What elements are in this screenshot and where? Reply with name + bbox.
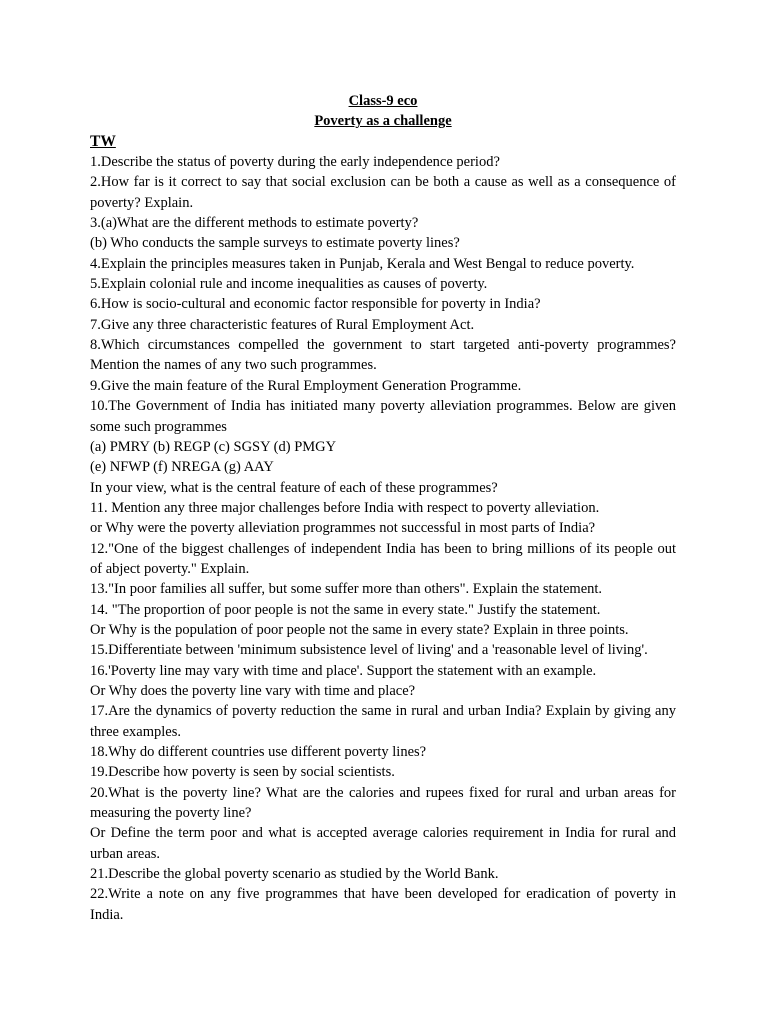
question-line: In your view, what is the central feature of each of these programmes? xyxy=(90,479,498,496)
question-line: 16.'Poverty line may vary with time and place'. Support the statement with an example. xyxy=(90,662,597,679)
question-line: 15.Differentiate between 'minimum subsistence level of living' and a 'reasonable level of living'. xyxy=(90,642,648,659)
question-line: 21.Describe the global poverty scenario as studied by the World Bank. xyxy=(90,866,499,883)
question-line: 17.Are the dynamics of poverty reduction the same in rural and urban India? Explain by giving any three examples. xyxy=(90,703,676,740)
question-line: or Why were the poverty alleviation programmes not successful in most parts of India? xyxy=(90,520,596,537)
question-line: 8.Which circumstances compelled the government to start targeted anti-poverty programmes? Mention the names of any two such programmes. xyxy=(90,337,676,374)
question-line: 6.How is socio-cultural and economic factor responsible for poverty in India? xyxy=(90,296,541,313)
question-line: 9.Give the main feature of the Rural Employment Generation Programme. xyxy=(90,377,522,394)
question-list xyxy=(90,152,676,925)
question-line: 22.Write a note on any five programmes that have been developed for eradication of poverty in India. xyxy=(90,886,676,923)
question-line: 4.Explain the principles measures taken in Punjab, Kerala and West Bengal to reduce poverty. xyxy=(90,255,635,272)
question-line: (a) PMRY (b) REGP (c) SGSY (d) PMGY xyxy=(90,438,337,455)
question-line: 13."In poor families all suffer, but some suffer more than others". Explain the statement. xyxy=(90,581,603,598)
question-line: 19.Describe how poverty is seen by social scientists. xyxy=(90,764,395,781)
section-label: TW xyxy=(90,132,116,150)
question-line: 3.(a)What are the different methods to estimate poverty? xyxy=(90,215,419,232)
question-line: (b) Who conducts the sample surveys to estimate poverty lines? xyxy=(90,235,460,252)
question-line: 20.What is the poverty line? What are the calories and rupees fixed for rural and urban areas for measuring the poverty line? xyxy=(90,784,676,822)
question-line: 5.Explain colonial rule and income inequalities as causes of poverty. xyxy=(90,276,488,293)
question-line: Or Why does the poverty line vary with time and place? xyxy=(90,682,416,699)
chapter-title: Poverty as a challenge xyxy=(314,113,452,130)
question-line: Or Why is the population of poor people not the same in every state? Explain in three points. xyxy=(90,621,629,638)
question-line: 2.How far is it correct to say that social exclusion can be both a cause as well as a consequence of poverty? Explain. xyxy=(90,174,676,211)
question-line: 10.The Government of India has initiated many poverty alleviation programmes. Below are given some such programmes xyxy=(90,398,676,435)
question-line: 11. Mention any three major challenges before India with respect to poverty alleviation. xyxy=(90,499,600,516)
question-line: 12."One of the biggest challenges of independent India has been to bring millions of its people out of abject poverty." Explain. xyxy=(90,540,676,577)
question-line: (e) NFWP (f) NREGA (g) AAY xyxy=(90,459,274,476)
question-line: 7.Give any three characteristic features of Rural Employment Act. xyxy=(90,316,475,333)
question-line: 18.Why do different countries use different poverty lines? xyxy=(90,744,427,760)
document-page xyxy=(90,91,676,925)
class-heading: Class-9 eco xyxy=(348,93,418,109)
question-line: 1.Describe the status of poverty during the early independence period? xyxy=(90,154,500,171)
question-line: Or Define the term poor and what is accepted average calories requirement in India for rural and urban areas. xyxy=(90,825,676,862)
question-line: 14. "The proportion of poor people is not the same in every state." Justify the statement. xyxy=(90,601,601,618)
